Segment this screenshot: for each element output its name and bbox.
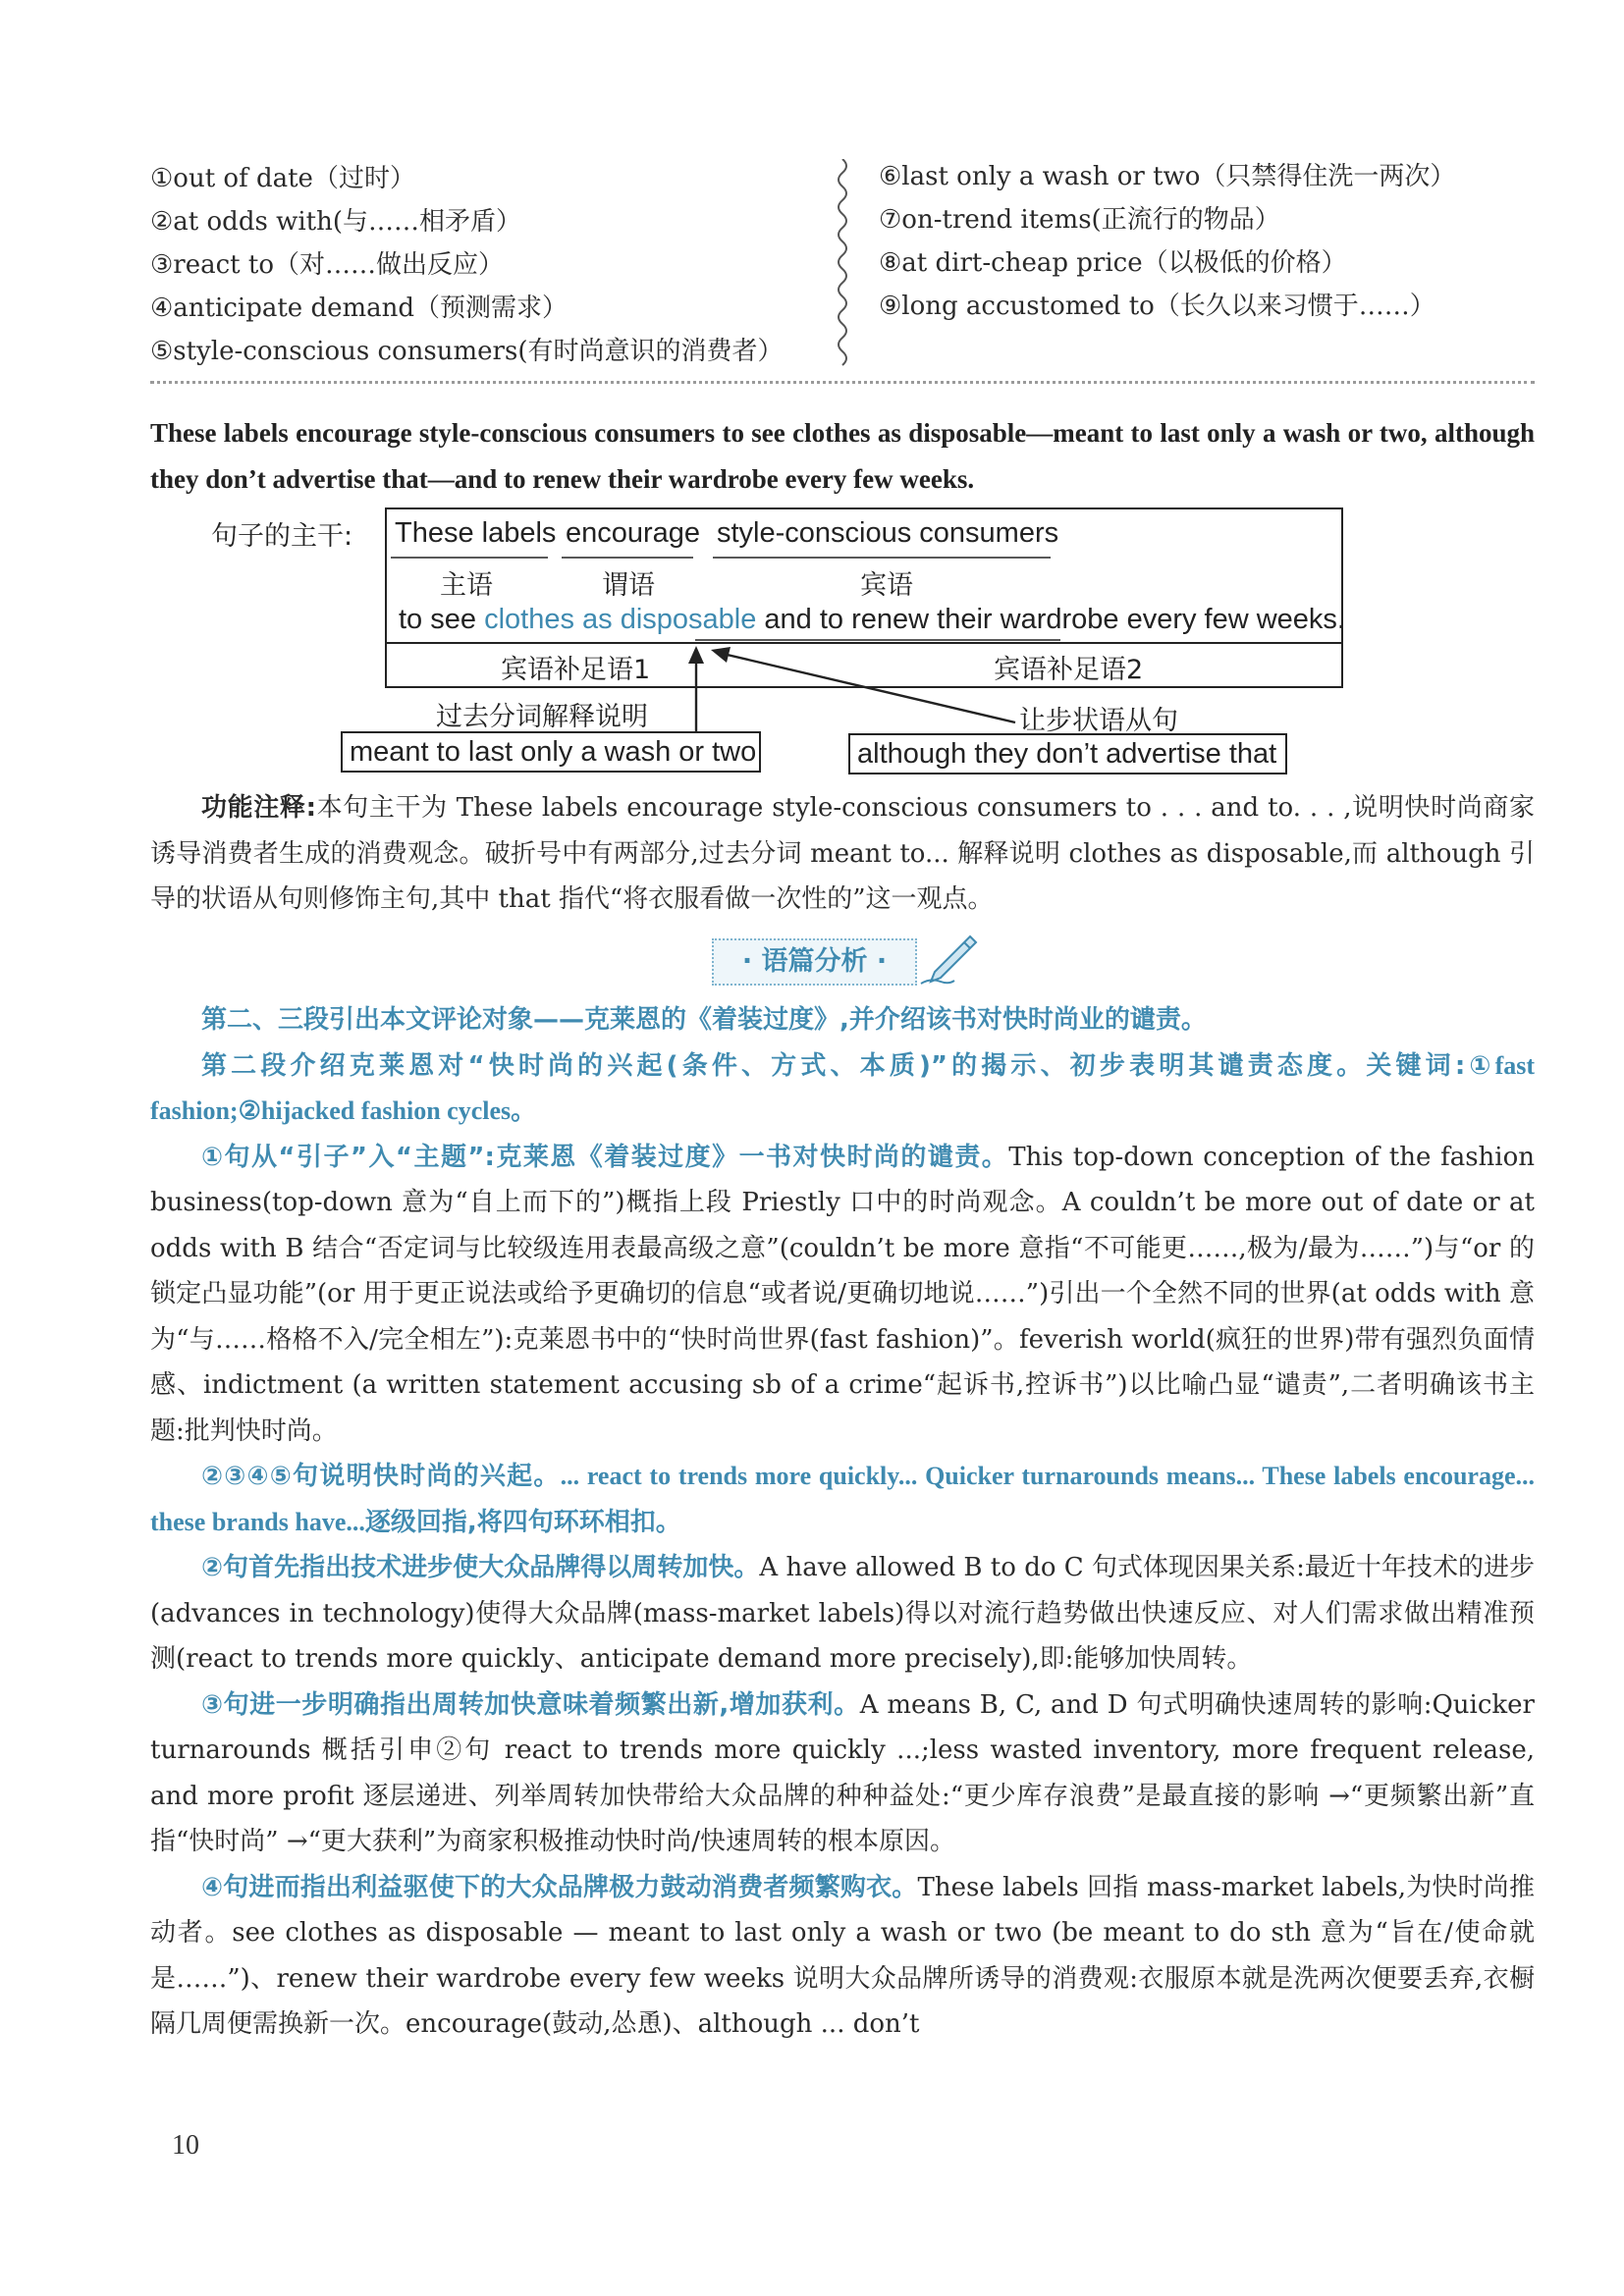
analysis-intro: 第二、三段引出本文评论对象——克莱恩的《着装过度》,并介绍该书对快时尚业的谴责。 <box>201 1005 1207 1035</box>
sentence-diagram <box>0 503 1624 787</box>
vocab-item: ③react to（对……做出反应） <box>150 250 505 280</box>
diagram-concession-clause: although they don’t advertise that <box>857 738 1277 770</box>
analysis-paragraph-7: ④句进而指出利益驱使下的大众品牌极力鼓动消费者频繁购衣。These labels 回指 mass-market labels,为快时尚推动者。see clothes as disposable — meant to last only a wash or two (be meant to do sth 意为“旨在/使命就是……”)、renew their wardrobe every few weeks 说明大众品牌所诱导的消费观:衣服原本就是洗两次便要丢弃,衣橱隔几周便需换新一次。encourage(鼓动,怂恿)、although ... don’t <box>150 1872 1535 2039</box>
squiggle-divider <box>831 159 854 373</box>
dotted-divider <box>150 381 1535 384</box>
diagram-complement1: 宾语补足语1 <box>501 655 651 685</box>
key-sentence: These labels encourage style-conscious consumers to see clothes as disposable—meant to last only a wash or two, although they don’t advertise that—and to renew their wardrobe every few weeks. <box>150 418 1535 494</box>
vocab-item: ⑥last only a wash or two（只禁得住洗一两次） <box>879 162 1456 191</box>
diagram-verb: encourage <box>566 517 701 549</box>
vocab-item: ④anticipate demand（预测需求） <box>150 294 568 323</box>
analysis-paragraph-4: ②③④⑤句说明快时尚的兴起。... react to trends more quickly... Quicker turnarounds means... These labels encourage... these brands have...逐级回指,将四句环环相扣。 <box>150 1462 1535 1537</box>
complement-start: to see <box>399 604 476 635</box>
diagram-complement <box>399 604 1345 636</box>
function-note-label: 功能注释: <box>201 793 316 823</box>
diagram-label: 句子的主干: <box>211 521 353 552</box>
vocab-item: ⑨long accustomed to（长久以来习惯于……） <box>879 292 1435 321</box>
analysis-paragraph-6: ③句进一步明确指出周转加快意味着频繁出新,增加获利。A means B, C, and D 句式明确快速周转的影响:Quicker turnarounds 概括引申②句 react to trends more quickly ...;less wasted inventory, more frequent release, and more profit 逐层递进、列举周转加快带给大众品牌的种种益处:“更少库存浪费”是最直接的影响 →“更频繁出新”直指“快时尚” →“更大获利”为商家积极推动快时尚/快速周转的根本原因。 <box>150 1689 1535 1856</box>
section-title: · 语篇分析 · <box>712 938 917 986</box>
diagram-verb-role: 谓语 <box>602 570 655 601</box>
analysis-body <box>150 997 1535 2048</box>
vocab-left-column <box>150 157 783 373</box>
analysis-paragraph-5: ②句首先指出技术进步使大众品牌得以周转加快。A have allowed B to do C 句式体现因果关系:最近十年技术的进步(advances in technology)使得大众品牌(mass-market labels)得以对流行趋势做出快速反应、对人们需求做出精准预测(react to trends more quickly、anticipate demand more precisely),即:能够加快周转。 <box>150 1553 1536 1674</box>
vocab-right-column <box>879 155 1455 328</box>
diagram-concession-note: 让步状语从句 <box>1019 706 1178 736</box>
vocab-item: ⑦on-trend items(正流行的物品） <box>879 205 1280 235</box>
page-number: 10 <box>172 2130 199 2161</box>
pen-icon <box>919 933 978 988</box>
diagram-subject-role: 主语 <box>440 570 493 601</box>
complement-highlight: clothes as disposable <box>484 604 757 635</box>
vocab-item: ⑤style-conscious consumers(有时尚意识的消费者） <box>150 337 784 366</box>
analysis-paragraph-2: 第二段介绍克莱恩对“快时尚的兴起(条件、方式、本质)”的揭示、初步表明其谴责态度。关键词:①fast fashion;②hijacked fashion cycles。 <box>150 1050 1535 1125</box>
diagram-object-role: 宾语 <box>860 570 913 601</box>
analysis-paragraph-3: ①句从“引子”入“主题”:克莱恩《着装过度》一书对快时尚的谴责。This top-down conception of the fashion business(top-down 意为“自上而下的”)概指上段 Priestly 口中的时尚观念。A couldn’t be more out of date or at odds with B 结合“否定词与比较级连用表最高级之意”(couldn’t be more 意指“不可能更……,极为/最为……”)与“or 的锁定凸显功能”(or 用于更正说法或给予更确切的信息“或者说/更确切地说……”)引出一个全然不同的世界(at odds with 意为“与……格格不入/完全相左”):克莱恩书中的“快时尚世界(fast fashion)”。feverish world(疯狂的世界)带有强烈负面情感、indictment (a written statement accusing sb of a crime“起诉书,控诉书”)以比喻凸显“谴责”,二者明确该书主题:批判快时尚。 <box>150 1142 1535 1446</box>
vocab-item: ①out of date（过时） <box>150 164 415 193</box>
complement-end: and to renew their wardrobe every few weeks. <box>764 604 1345 635</box>
vocab-item: ②at odds with(与……相矛盾） <box>150 207 521 237</box>
diagram-participle-phrase: meant to last only a wash or two <box>350 736 757 768</box>
function-note <box>150 785 1535 923</box>
diagram-complement2: 宾语补足语2 <box>994 655 1144 685</box>
vocab-item: ⑧at dirt-cheap price（以极低的价格） <box>879 248 1347 278</box>
diagram-participle-note: 过去分词解释说明 <box>436 702 648 732</box>
diagram-subject: These labels <box>395 517 557 549</box>
function-note-text: 本句主干为 These labels encourage style-conscious consumers to . . . and to. . . ,说明快时尚商家诱导消费者生成的消费观念。破折号中有两部分,过去分词 meant to... 解释说明 clothes as disposable,而 although 引导的状语从句则修饰主句,其中 that 指代“将衣服看做一次性的”这一观点。 <box>150 793 1535 914</box>
diagram-object: style-conscious consumers <box>717 517 1059 549</box>
